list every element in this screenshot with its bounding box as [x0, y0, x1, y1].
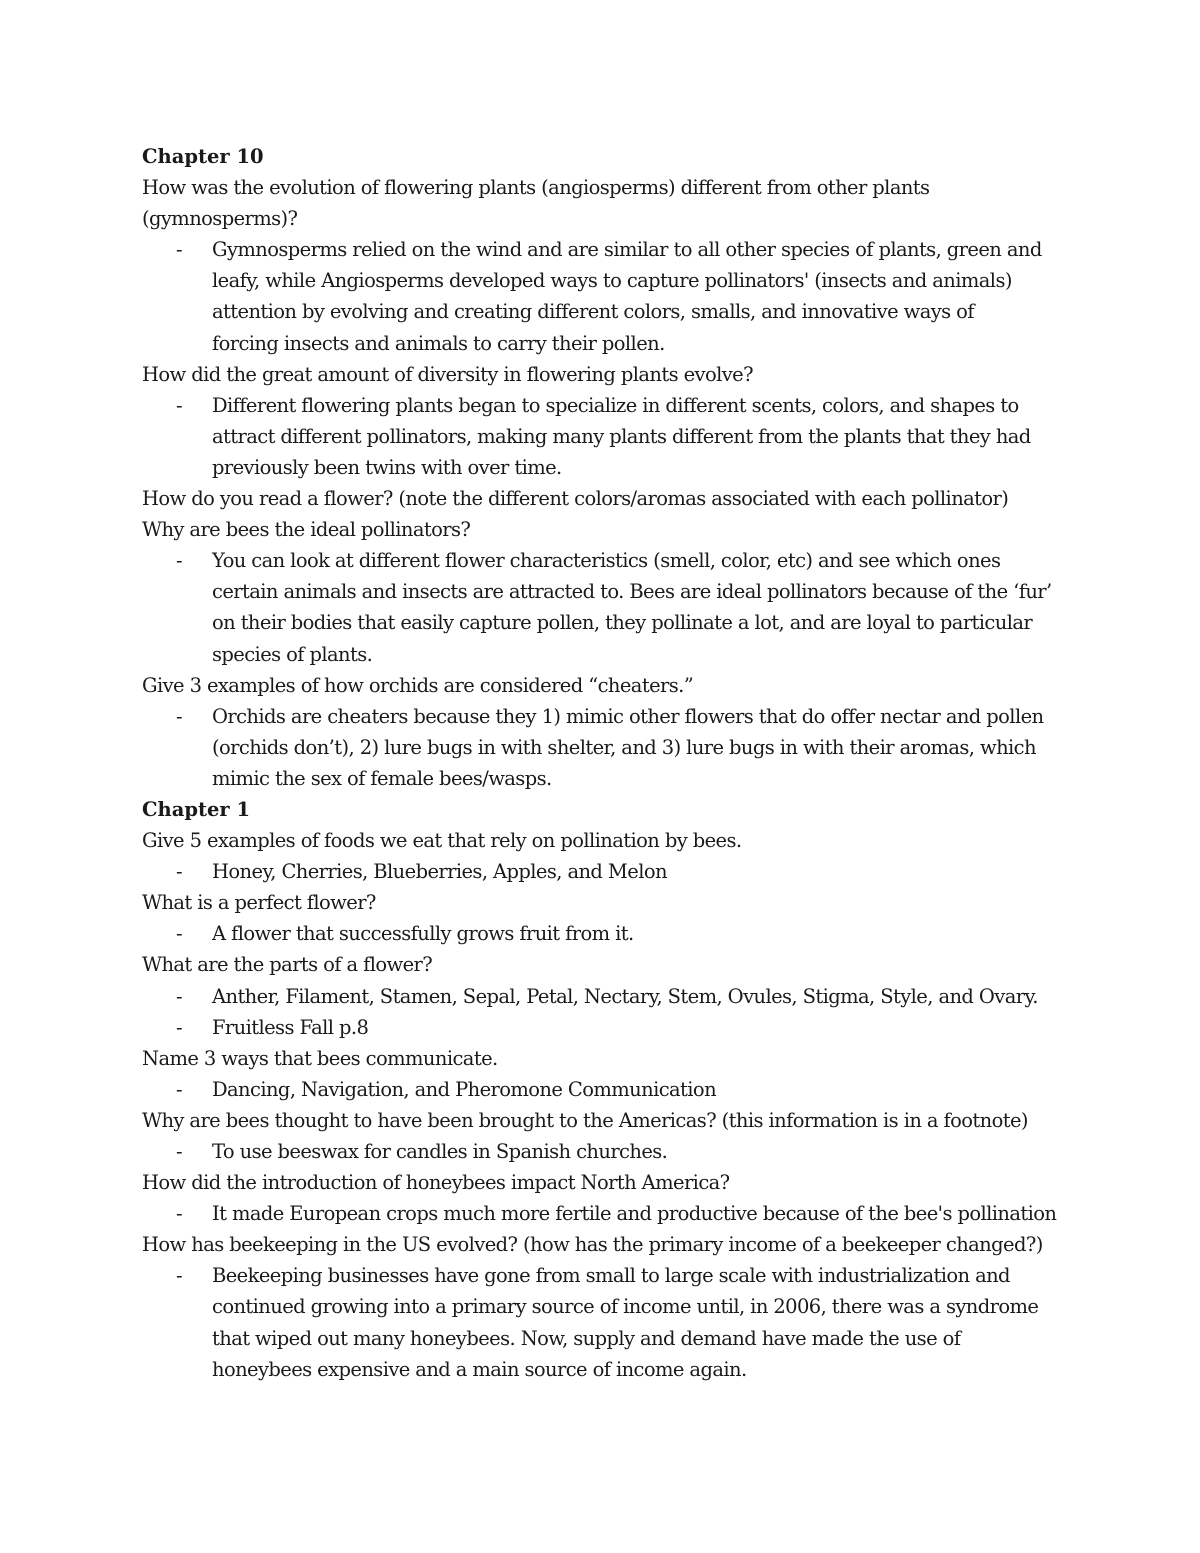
chapter-heading: Chapter 10 [142, 145, 264, 168]
answer-bullet [142, 234, 1082, 358]
answer-text-line: You can look at different flower characteristics (smell, color, etc) and see which ones [212, 549, 1001, 573]
answer-text-line: previously been twins with over time. [212, 455, 562, 479]
answer-bullet [142, 701, 1082, 794]
answer-bullet [142, 545, 1082, 669]
answer-bullet [142, 1074, 1082, 1105]
bullet-dash: - [176, 1202, 182, 1226]
bullet-dash: - [176, 1264, 182, 1288]
answer-text-line: It made European crops much more fertile and productive because of the bee's pollination [212, 1202, 1057, 1226]
answer-text-line: Fruitless Fall p.8 [212, 1015, 369, 1039]
answer-text-line: To use beeswax for candles in Spanish churches. [212, 1140, 668, 1163]
answer-text-line: Anther, Filament, Stamen, Sepal, Petal, Nectary, Stem, Ovules, Stigma, Style, and Ovary. [212, 984, 1038, 1008]
answer-text-line: A flower that successfully grows fruit from it. [212, 922, 634, 946]
question-line: (gymnosperms)? [142, 207, 298, 231]
answer-bullet [142, 1012, 1082, 1043]
question-line: What is a perfect flower? [142, 891, 376, 915]
answer-text-line: Beekeeping businesses have gone from small to large scale with industrialization and [212, 1264, 1010, 1288]
question-line: Give 3 examples of how orchids are considered “cheaters.” [142, 673, 694, 697]
chapter-heading: Chapter 1 [142, 797, 251, 821]
bullet-dash: - [176, 393, 182, 417]
answer-text-line: continued growing into a primary source of income until, in 2006, there was a syndrome [212, 1295, 1039, 1319]
answer-text-line: attract different pollinators, making many plants different from the plants that they had [212, 424, 1031, 448]
answer-text-line: Honey, Cherries, Blueberries, Apples, and Melon [212, 860, 667, 884]
answer-text-line: attention by evolving and creating different colors, smalls, and innovative ways of [212, 300, 974, 324]
answer-text-line: honeybees expensive and a main source of income again. [212, 1357, 747, 1381]
question-line: Give 5 examples of foods we eat that rely on pollination by bees. [142, 829, 742, 853]
answer-text-line: species of plants. [212, 642, 373, 666]
answer-text-line: (orchids don’t), 2) lure bugs in with shelter, and 3) lure bugs in with their aromas, which [212, 735, 1036, 759]
answer-text-line: mimic the sex of female bees/wasps. [212, 766, 552, 790]
question-line: How do you read a flower? (note the different colors/aromas associated with each pollinator) [142, 487, 1009, 511]
question-line: How has beekeeping in the US evolved? (how has the primary income of a beekeeper changed?) [142, 1233, 1043, 1257]
answer-text-line: certain animals and insects are attracted to. Bees are ideal pollinators because of the ‘fur’ [212, 580, 1052, 604]
bullet-dash: - [176, 860, 182, 884]
bullet-dash: - [176, 1015, 182, 1039]
answer-text-line: Gymnosperms relied on the wind and are similar to all other species of plants, green and [212, 238, 1042, 262]
bullet-dash: - [176, 549, 182, 573]
answer-bullet [142, 918, 1082, 949]
answer-text-line: Dancing, Navigation, and Pheromone Communication [212, 1077, 717, 1101]
answer-text-line: Different flowering plants began to specialize in different scents, colors, and shapes to [212, 393, 1019, 417]
answer-bullet [142, 856, 1082, 887]
bullet-dash: - [176, 1077, 182, 1101]
answer-text-line: forcing insects and animals to carry their pollen. [212, 331, 665, 355]
question-line: How did the introduction of honeybees impact North America? [142, 1171, 730, 1195]
answer-bullet [142, 1260, 1082, 1384]
answer-bullet [142, 390, 1082, 483]
question-line: How was the evolution of flowering plants (angiosperms) different from other plants [142, 176, 930, 200]
answer-text-line: on their bodies that easily capture pollen, they pollinate a lot, and are loyal to particular [212, 611, 1033, 635]
bullet-dash: - [176, 1140, 182, 1163]
question-line: How did the great amount of diversity in flowering plants evolve? [142, 362, 753, 386]
answer-text-line: leafy, while Angiosperms developed ways to capture pollinators' (insects and animals) [212, 269, 1012, 293]
answer-bullet [142, 1136, 1082, 1167]
bullet-dash: - [176, 984, 182, 1008]
bullet-dash: - [176, 238, 182, 262]
question-line: Why are bees thought to have been brought to the Americas? (this information is in a footnote) [142, 1108, 1028, 1132]
answer-text-line: Orchids are cheaters because they 1) mimic other flowers that do offer nectar and pollen [212, 704, 1044, 728]
question-line: Name 3 ways that bees communicate. [142, 1046, 498, 1070]
answer-bullet [142, 981, 1082, 1012]
answer-bullet [142, 1198, 1082, 1229]
question-line: Why are bees the ideal pollinators? [142, 518, 471, 542]
document-page [142, 141, 1082, 1385]
question-line: What are the parts of a flower? [142, 953, 433, 977]
bullet-dash: - [176, 922, 182, 946]
bullet-dash: - [176, 704, 182, 728]
answer-text-line: that wiped out many honeybees. Now, supply and demand have made the use of [212, 1326, 961, 1350]
